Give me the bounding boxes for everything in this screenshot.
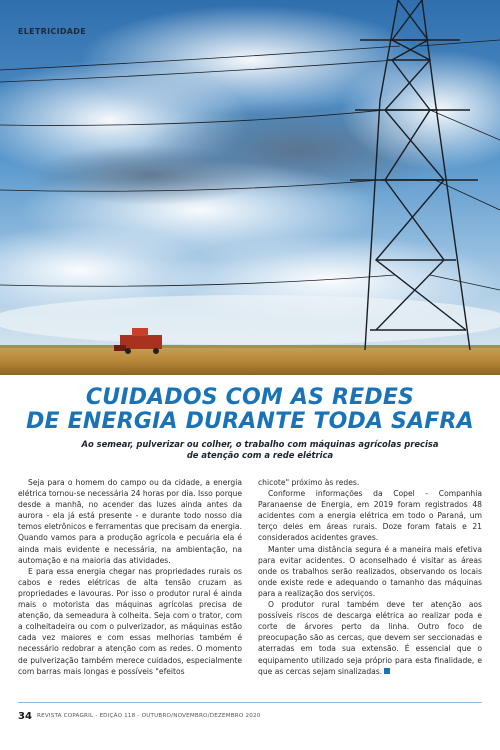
footer-divider [18, 702, 482, 703]
publication-info: REVISTA COPAGRIL - EDIÇÃO 118 - OUTUBRO/NOVEMBRO/DEZEMBRO 2020 [37, 713, 261, 719]
right-column [258, 477, 482, 677]
article-subtitle-line-1: Ao semear, pulverizar ou colher, o trabalho com máquinas agrícolas precisa [81, 439, 439, 449]
article-title-line-2: DE ENERGIA DURANTE TODA SAFRA [26, 409, 474, 434]
paragraph: E para essa energia chegar nas propriedades rurais os cabos e redes elétricas de alta tensão cruzam as propriedades e lavouras. Por isso o produtor rural é ainda mais o motorista das máquinas agrícolas precisa de atenção, da semeadura à colheita. Seja com o trator, com a colheitadeira ou com o pulverizador, as máquinas estão cada vez maiores e com essas melhorias também é necessário redobrar a atenção com as redes. O momento de pulverização também merece cuidados, especialmente com barras mais longas e possíveis "efeitos [18, 566, 242, 676]
article-title-line-1: CUIDADOS COM AS REDES [85, 385, 415, 410]
page-number: 34 [18, 711, 32, 722]
paragraph-text: O produtor rural também deve ter atenção aos possíveis riscos de descarga elétrica ao realizar poda e corte de árvores perto da linha. Outro foco de preocupação são as cercas, que devem ser seccionadas e aterradas em toda sua extensão. É essencial que o equipamento utilizado seja próprio para esta finalidade, e que as cercas sejam sinalizadas. [258, 600, 482, 676]
left-column [18, 477, 242, 677]
article-subtitle-line-2: de atenção com a rede elétrica [186, 450, 334, 460]
section-tag: ELETRICIDADE [18, 27, 87, 36]
paragraph: Manter uma distância segura é a maneira mais efetiva para evitar acidentes. O aconselhado é visitar as áreas onde os trabalhos serão realizados, observando os locais onde existe rede e adequando o tamanho das máquinas para a realização dos serviços. [258, 544, 482, 598]
paragraph: Conforme informações da Copel - Companhia Paranaense de Energia, em 2019 foram registrados 48 acidentes com a energia elétrica em todo o Paraná, um terço deles em áreas rurais. Doze foram fatais e 21 considerados acidentes graves. [258, 489, 482, 543]
end-mark-icon [384, 668, 390, 674]
paragraph-last [258, 599, 482, 677]
paragraph: Seja para o homem do campo ou da cidade, a energia elétrica tornou-se necessária 24 horas por dia. Isso porque desde a manhã, no acender das luzes ainda antes da aurora - ela já está presente - e durante todo nosso dia temos eletrônicos e ferramentas que precisam da energia. Quando vamos para a produção agrícola e pecuária ela é ainda mais evidente e necessária, na ambientação, na automação e na maioria das atividades. [18, 478, 242, 565]
paragraph: chicote" próximo às redes. [258, 478, 360, 487]
